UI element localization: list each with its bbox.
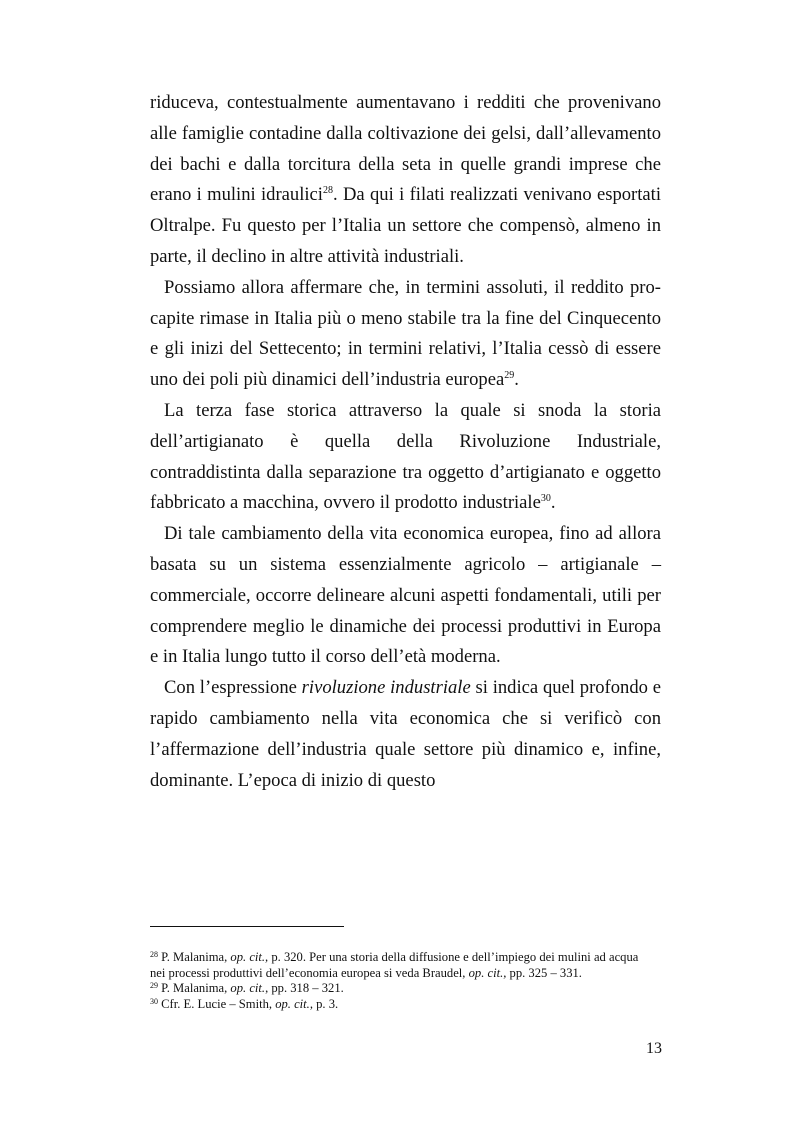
footnote-text: p. 3. — [312, 996, 339, 1011]
paragraph-2-text-a: Possiamo allora affermare che, in termini assoluti, il reddito pro-capite rimase in Italia più o meno stabile tra la fine del Cinquecento e gli inizi del Settecento; in termini relativi, l’Italia cessò di essere uno dei poli più dinamici dell’industria europea — [150, 276, 661, 391]
page-number: 13 — [646, 1040, 662, 1057]
footnote-number: 29 — [150, 981, 158, 991]
footnote-number: 30 — [150, 996, 158, 1006]
footnote-text: P. Malanima, — [158, 950, 231, 964]
paragraph-5-text-a: Con l’espressione — [164, 677, 302, 699]
paragraph-3 — [150, 396, 661, 519]
footnote-29 — [150, 981, 650, 997]
paragraph-2 — [150, 273, 661, 396]
paragraph-5-text-b: si indica quel profondo e rapido cambiamento nella vita economica che si verificò con l’affermazione dell’industria quale settore più dinamico e, infine, dominante. L’epoca di inizio di questo — [150, 677, 661, 791]
footnote-emphasis: op. cit. — [230, 981, 266, 996]
footnote-emphasis: op. cit., — [275, 996, 313, 1011]
footnote-number: 28 — [150, 950, 158, 959]
paragraph-4-text: Di tale cambiamento della vita economica europea, fino ad allora basata su un sistema essenzialmente agricolo – artigianale – commerciale, occorre delineare alcuni aspetti fondamentali, utili per comprendere meglio le dinamiche dei processi produttivi in Europa e in Italia lungo tutto il corso dell’età moderna. — [150, 523, 661, 668]
footnote-text: pp. 325 – 331. — [506, 965, 582, 980]
footnote-ref-28[interactable]: 28 — [322, 185, 333, 197]
paragraph-1 — [150, 88, 661, 273]
footnote-text: , pp. 318 – 321. — [265, 981, 344, 996]
footnote-ref-29[interactable]: 29 — [504, 370, 515, 382]
paragraph-2-text-b: . — [514, 369, 519, 391]
footnote-28 — [150, 950, 650, 981]
paragraph-3-text-b: . — [550, 492, 556, 514]
paragraph-5 — [150, 673, 661, 796]
paragraph-1-text-a: riduceva, contestualmente aumentavano i redditi che provenivano alle famiglie contadine dalla coltivazione dei gelsi, dall’allevamento dei bachi e dalla torcitura della seta in quelle grandi imprese che erano i mulini idraulici — [150, 92, 661, 206]
footnote-emphasis: op. cit., — [468, 965, 507, 980]
paragraph-1-text-b: . Da qui i filati realizzati venivano esportati Oltralpe. Fu questo per l’Italia un settore che compensò, almeno in parte, il declino in altre attività industriali. — [150, 184, 661, 267]
footnote-text: Cfr. E. Lucie – Smith, — [158, 996, 276, 1011]
footnote-text: P. Malanima, — [158, 981, 231, 996]
footnote-30 — [150, 997, 650, 1013]
footnote-separator — [150, 926, 344, 927]
footnotes — [150, 950, 650, 1012]
footnote-emphasis: op. cit., — [230, 950, 269, 964]
paragraph-5-emphasis: rivoluzione industriale — [301, 677, 471, 699]
paragraph-4 — [150, 519, 661, 673]
body-text — [150, 88, 661, 796]
paragraph-3-text-a: La terza fase storica attraverso la quale si snoda la storia dell’artigianato è quella della Rivoluzione Industriale, contraddistinta dalla separazione tra oggetto d’artigianato e oggetto fabbricato a macchina, ovvero il prodotto industriale — [150, 399, 661, 514]
footnote-ref-30[interactable]: 30 — [540, 493, 551, 505]
footnote-text: p. 320. Per una storia della diffusione e dell’impiego dei mulini ad acqua nei processi produttivi dell’economia europea si veda Braudel, — [150, 950, 639, 980]
